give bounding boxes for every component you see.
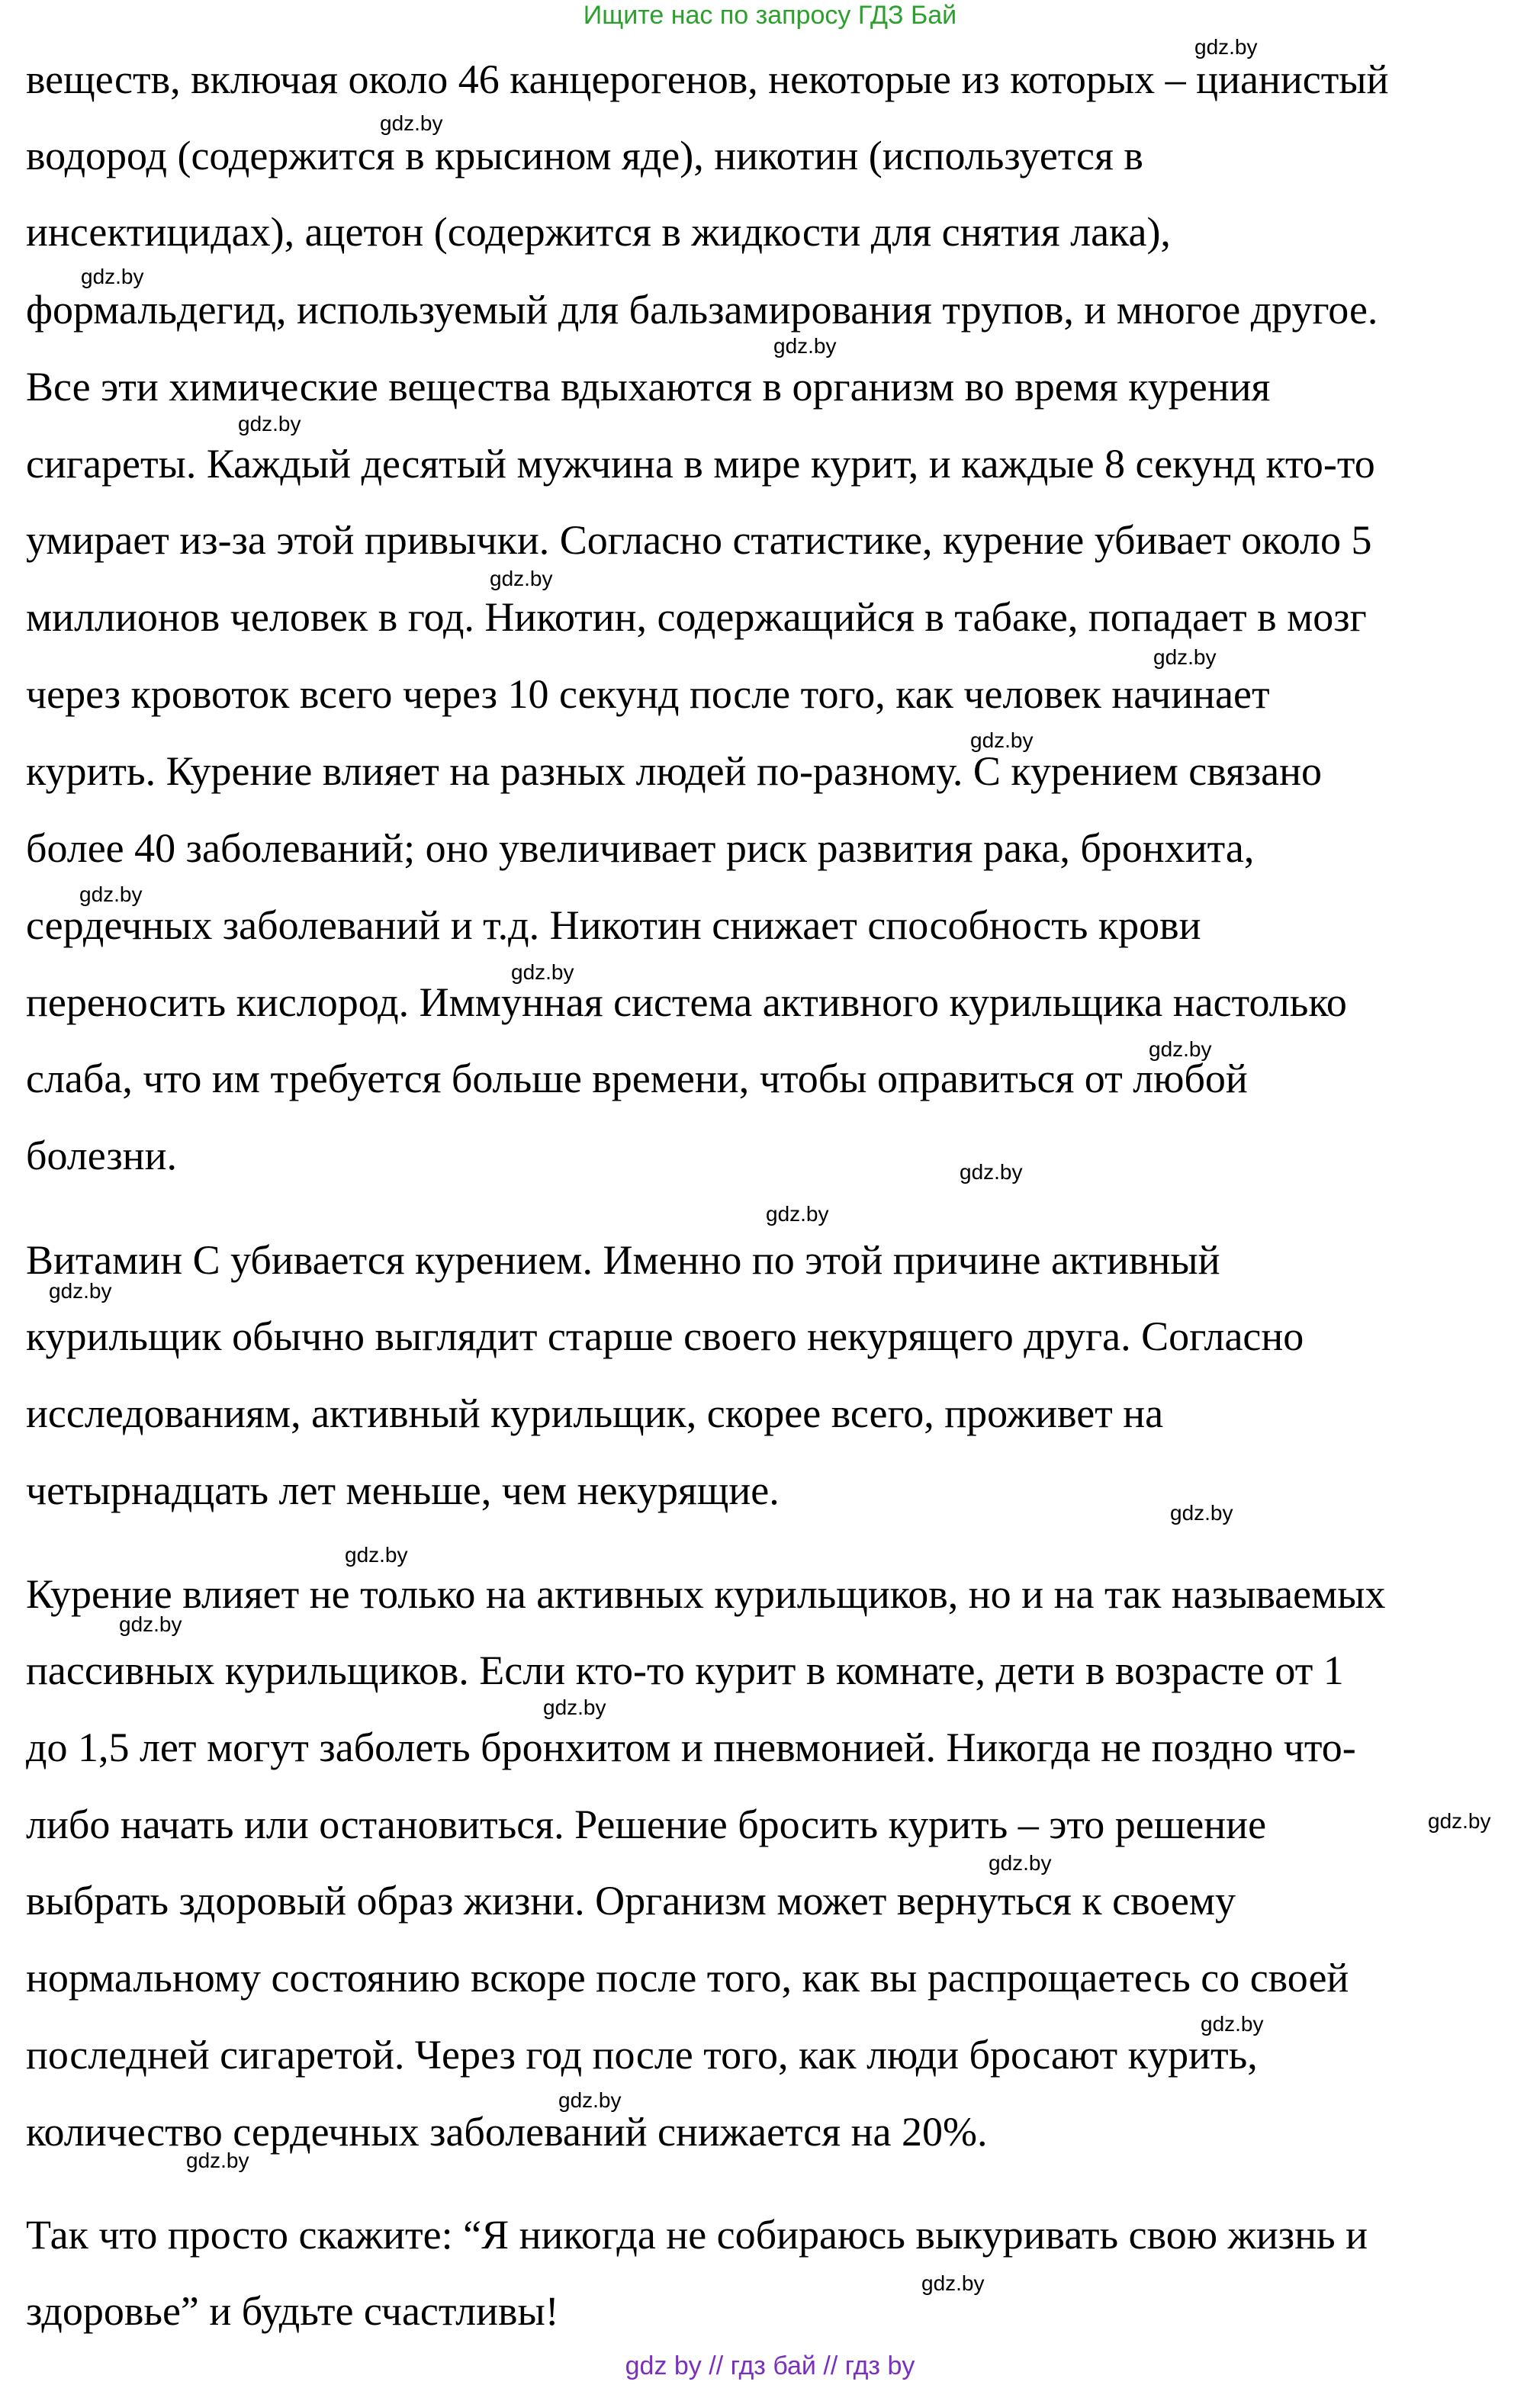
watermark: gdz.by xyxy=(186,2149,249,2172)
watermark: gdz.by xyxy=(970,728,1034,752)
watermark: gdz.by xyxy=(1149,1037,1212,1061)
text-line: четырнадцать лет меньше, чем некурящие. xyxy=(26,1467,780,1513)
text-line: слаба, что им требуется больше времени, чтобы оправиться от любой xyxy=(26,1056,1248,1101)
watermark: gdz.by xyxy=(766,1202,829,1226)
watermark: gdz.by xyxy=(119,1612,182,1636)
text-line: умирает из-за этой привычки. Согласно статистике, курение убивает около 5 xyxy=(26,517,1372,563)
text-line: сердечных заболеваний и т.д. Никотин снижает способность крови xyxy=(26,902,1201,948)
watermark: gdz.by xyxy=(921,2271,985,2295)
text-line: сигареты. Каждый десятый мужчина в мире курит, и каждые 8 секунд кто-то xyxy=(26,441,1375,487)
watermark: gdz.by xyxy=(1201,2012,1264,2036)
text-line: последней сигаретой. Через год после того, как люди бросают курить, xyxy=(26,2032,1258,2078)
watermark: gdz.by xyxy=(81,265,144,288)
watermark: gdz.by xyxy=(490,567,553,590)
text-line: через кровоток всего через 10 секунд после того, как человек начинает xyxy=(26,671,1270,717)
watermark: gdz.by xyxy=(543,1696,606,1719)
footer-links[interactable]: gdz by // гдз бай // гдз by xyxy=(625,2351,915,2380)
text-line: до 1,5 лет могут заболеть бронхитом и пневмонией. Никогда не поздно что- xyxy=(26,1724,1356,1770)
text-line: Так что просто скажите: “Я никогда не собираюсь выкуривать свою жизнь и xyxy=(26,2212,1368,2258)
text-line: формальдегид, используемый для бальзамирования трупов, и многое другое. xyxy=(26,287,1378,333)
text-line: веществ, включая около 46 канцерогенов, некоторые из которых – цианистый xyxy=(26,56,1389,102)
text-line: Витамин С убивается курением. Именно по этой причине активный xyxy=(26,1237,1220,1283)
text-line: выбрать здоровый образ жизни. Организм может вернуться к своему xyxy=(26,1878,1236,1924)
watermark: gdz.by xyxy=(238,412,301,436)
text-line: миллионов человек в год. Никотин, содержащийся в табаке, попадает в мозг xyxy=(26,594,1367,640)
text-line: либо начать или остановиться. Решение бросить курить – это решение xyxy=(26,1802,1267,1847)
watermark: gdz.by xyxy=(79,882,143,906)
text-line: здоровье” и будьте счастливы! xyxy=(26,2288,559,2334)
watermark: gdz.by xyxy=(380,111,443,135)
text-line: пассивных курильщиков. Если кто-то курит в комнате, дети в возрасте от 1 xyxy=(26,1647,1344,1693)
text-line: переносить кислород. Иммунная система активного курильщика настолько xyxy=(26,979,1347,1025)
watermark: gdz.by xyxy=(511,960,574,984)
text-line: водород (содержится в крысином яде), никотин (используется в xyxy=(26,133,1143,178)
watermark: gdz.by xyxy=(1153,645,1217,669)
watermark: gdz.by xyxy=(1194,35,1258,59)
watermark: gdz.by xyxy=(558,2088,622,2112)
watermark: gdz.by xyxy=(345,1543,408,1567)
text-line: курильщик обычно выглядит старше своего некурящего друга. Согласно xyxy=(26,1313,1304,1359)
text-line: исследованиям, активный курильщик, скорее всего, проживет на xyxy=(26,1390,1164,1436)
text-line: количество сердечных заболеваний снижается на 20%. xyxy=(26,2109,988,2155)
search-hint-link[interactable]: Ищите нас по запросу ГДЗ Бай xyxy=(583,1,957,30)
text-line: Курение влияет не только на активных курильщиков, но и на так называемых xyxy=(26,1571,1386,1617)
watermark: gdz.by xyxy=(1170,1501,1233,1525)
text-line: болезни. xyxy=(26,1133,177,1178)
text-line: Все эти химические вещества вдыхаются в организм во время курения xyxy=(26,364,1271,410)
text-line: нормальному состоянию вскоре после того, как вы распрощаетесь со своей xyxy=(26,1955,1349,2001)
watermark: gdz.by xyxy=(1428,1809,1491,1833)
text-line: курить. Курение влияет на разных людей по-разному. С курением связано xyxy=(26,748,1323,794)
watermark: gdz.by xyxy=(49,1279,112,1303)
text-line: более 40 заболеваний; оно увеличивает риск развития рака, бронхита, xyxy=(26,825,1255,871)
watermark: gdz.by xyxy=(989,1851,1052,1875)
text-line: инсектицидах), ацетон (содержится в жидкости для снятия лака), xyxy=(26,209,1171,255)
watermark: gdz.by xyxy=(960,1160,1023,1184)
watermark: gdz.by xyxy=(773,334,837,358)
